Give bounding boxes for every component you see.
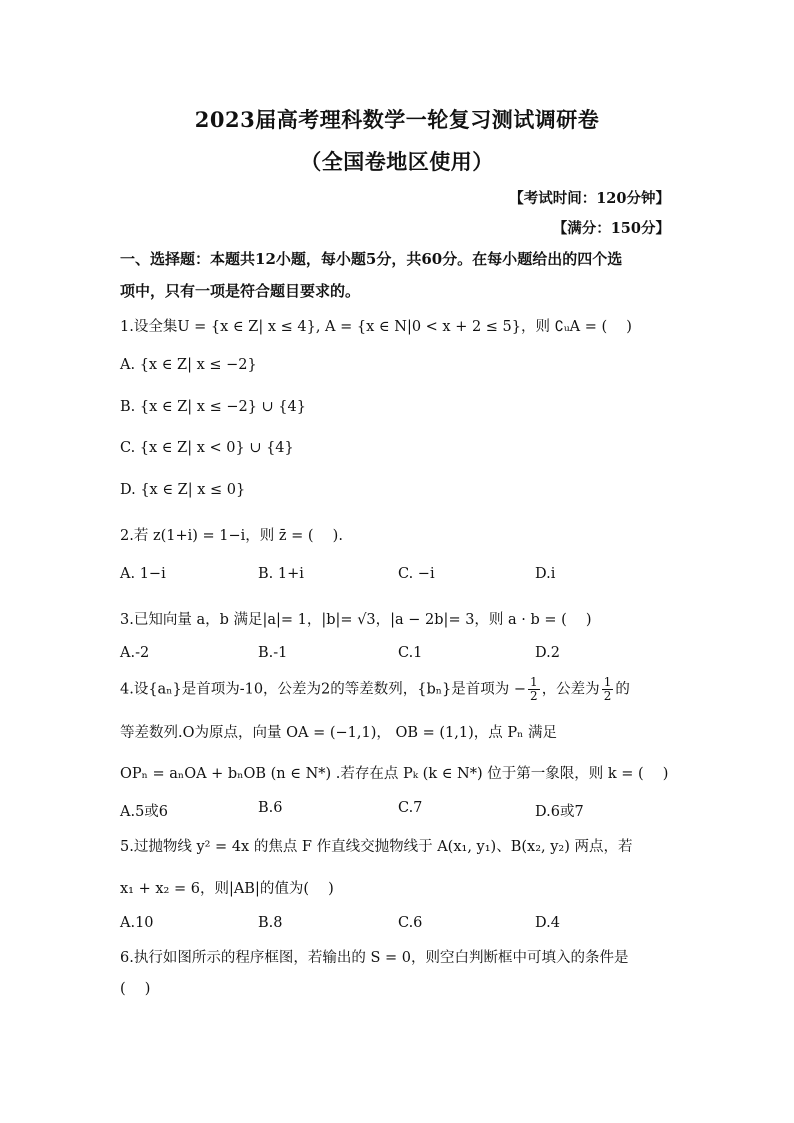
question-4-option-d: D.6或7 xyxy=(535,804,584,820)
question-5-stem-line1: 5.过抛物线 y² = 4x 的焦点 F 作直线交抛物线于 A(x₁, y₁)、B(x₂, y₂) 两点，若 xyxy=(120,839,633,855)
exam-subtitle: （全国卷地区使用） xyxy=(300,149,494,174)
question-2-option-c: C. −i xyxy=(398,566,435,582)
exam-title: 2023届高考理科数学一轮复习测试调研卷 xyxy=(194,107,600,132)
question-3-option-a: A.-2 xyxy=(120,645,150,661)
question-1-option-a: A. {x ∈ Z| x ≤ −2} xyxy=(120,357,257,373)
fraction-numerator: 1 xyxy=(603,675,612,689)
question-4-option-b: B.6 xyxy=(258,800,283,816)
question-5-option-d: D.4 xyxy=(535,915,560,931)
question-6-stem-line2: ( ) xyxy=(120,981,151,997)
question-1-stem: 1.设全集U = {x ∈ Z| x ≤ 4}, A = {x ∈ N|0 < x + 2 ≤ 5}，则 ∁ᵤA = ( ) xyxy=(120,319,632,335)
question-2-option-a: A. 1−i xyxy=(120,566,166,582)
fraction-numerator: 1 xyxy=(530,675,538,689)
question-5-stem-line2: x₁ + x₂ = 6，则|AB|的值为( ) xyxy=(120,881,334,897)
question-4-stem-part-c: 的 xyxy=(615,681,630,698)
question-5-option-b: B.8 xyxy=(258,915,283,931)
question-4-stem-part-b: ，公差为 xyxy=(541,681,600,698)
fraction-half-1 xyxy=(528,676,540,703)
question-1-option-b: B. {x ∈ Z| x ≤ −2} ∪ {4} xyxy=(120,399,306,415)
full-score: 【满分：150分】 xyxy=(552,220,670,237)
fraction-half-2 xyxy=(602,676,614,703)
fraction-denominator: 2 xyxy=(603,689,612,703)
question-2-option-b: B. 1+i xyxy=(258,566,304,582)
question-6-stem-line1: 6.执行如图所示的程序框图，若输出的 S = 0，则空白判断框中可填入的条件是 xyxy=(120,950,629,966)
section-heading-line1: 一、选择题：本题共12小题，每小题5分，共60分。在每小题给出的四个选 xyxy=(120,250,623,268)
question-1-option-c: C. {x ∈ Z| x < 0} ∪ {4} xyxy=(120,440,294,456)
question-3-stem: 3.已知向量 a，b 满足|a|= 1，|b|= √3，|a − 2b|= 3，则 a · b = ( ) xyxy=(120,612,592,628)
section-heading-line2: 项中，只有一项是符合题目要求的。 xyxy=(120,282,361,300)
fraction-denominator: 2 xyxy=(530,689,538,703)
question-4-option-a: A.5或6 xyxy=(120,804,169,820)
question-5-option-a: A.10 xyxy=(120,915,154,931)
question-3-option-c: C.1 xyxy=(398,645,423,661)
question-3-option-b: B.-1 xyxy=(258,645,288,661)
question-2-stem: 2.若 z(1+i) = 1−i，则 z̄ = ( ). xyxy=(120,528,343,544)
question-3-option-d: D.2 xyxy=(535,645,560,661)
question-4-stem-line3: OPₙ = aₙOA + bₙOB (n ∈ N*) .若存在点 Pₖ (k ∈ N*) 位于第一象限，则 k = ( ) xyxy=(120,766,669,782)
question-5-option-c: C.6 xyxy=(398,915,423,931)
question-4-stem-part-a: 4.设{aₙ}是首项为-10，公差为2的等差数列，{bₙ}是首项为 − xyxy=(120,681,527,698)
question-1-option-d: D. {x ∈ Z| x ≤ 0} xyxy=(120,482,246,498)
question-4-stem-line2: 等差数列.O为原点，向量 OA = (−1,1)， OB = (1,1)，点 Pₙ 满足 xyxy=(120,725,557,741)
exam-time: 【考试时间：120分钟】 xyxy=(509,190,670,207)
question-2-option-d: D.i xyxy=(535,566,556,582)
question-4-option-c: C.7 xyxy=(398,800,423,816)
question-4-stem-line1 xyxy=(120,676,630,703)
